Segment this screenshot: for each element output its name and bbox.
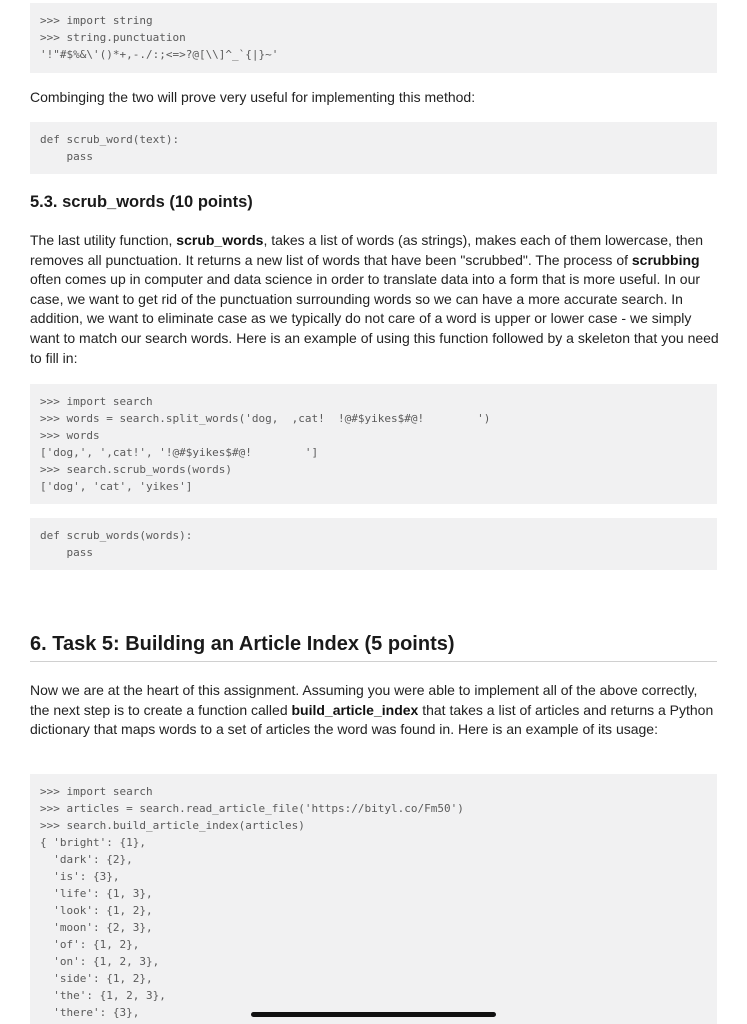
code-block-scrub-words-example: >>> import search >>> words = search.split_words('dog, ,cat! !@#$yikes$#@! ') >>> words ['dog,', ',cat!', '!@#$yikes$#@! '] >>> search.scrub_words(words) ['dog', 'cat', 'yikes'] (30, 384, 717, 504)
code-block-scrub-words-skeleton: def scrub_words(words): pass (30, 518, 717, 570)
home-indicator-bar[interactable] (251, 1012, 496, 1017)
text-run: that takes a list of articles and returns a Python dictionary that maps words to a set of articles the word was found in. Here is an example of its usage: (30, 701, 714, 738)
text-run: The last utility function, (30, 232, 177, 248)
code-block-scrub-word-skeleton: def scrub_word(text): pass (30, 122, 717, 174)
text-run: , takes a list of words (as strings), makes each of them lowercase, then removes all punctuation. It returns a new list of words that have been "scrubbed". The process of (30, 232, 704, 268)
paragraph-build-article-index-description (30, 681, 720, 740)
section-title-5-3: 5.3. scrub_words (10 points) (30, 193, 253, 211)
bold-term-scrub-words: scrub_words (176, 232, 264, 248)
code-block-string-punctuation: >>> import string >>> string.punctuation '!"#$%&\'()*+,-./:;<=>?@[\\]^_`{|}~' (30, 3, 717, 73)
bold-term-build-article-index: build_article_index (291, 701, 419, 718)
text-run: often comes up in computer and data science in order to translate data into a form that is more useful. In our case, we want to get rid of the punctuation surrounding words so we can have a more accurate search. In addition, we want to eliminate case as we typically do not care of a word is upper or lower case - we simply want to match our search words. Here is an example of using this function followed by a skeleton that you need to fill in: (30, 271, 719, 366)
paragraph-scrub-words-description (30, 231, 720, 368)
paragraph-combining: Combinging the two will prove very useful for implementing this method: (30, 89, 476, 105)
text-run: Now we are at the heart of this assignment. Assuming you were able to implement all of the above correctly, the next step is to create a function called (30, 682, 698, 718)
code-block-build-article-index-example: >>> import search >>> articles = search.read_article_file('https://bityl.co/Fm50') >>> search.build_article_index(articles) { 'bright': {1}, 'dark': {2}, 'is': {3}, 'life': {1, 3}, 'look': {1, 2}, 'moon': {2, 3}, 'of': {1, 2}, 'on': {1, 2, 3}, 'side': {1, 2}, 'the': {1, 2, 3}, 'there': {3}, (30, 774, 717, 1024)
section-divider (30, 661, 717, 662)
section-title-6: 6. Task 5: Building an Article Index (5 points) (30, 633, 455, 655)
bold-term-scrubbing: scrubbing (631, 251, 700, 268)
